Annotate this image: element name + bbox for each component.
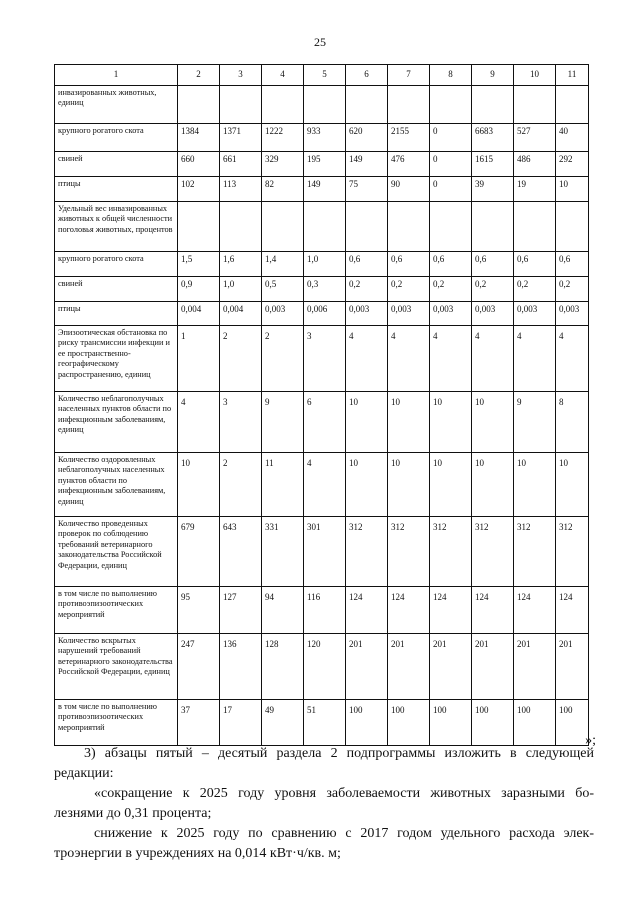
cell-value: 0,2	[388, 277, 430, 302]
row-label: Количество оздоровленных неблагополучных населенных пунктов области по инфекционным заболеваниям, единиц	[55, 453, 178, 517]
cell-value: 0,6	[388, 252, 430, 277]
cell-value: 0,003	[556, 302, 589, 326]
cell-value: 312	[556, 517, 589, 587]
table-row	[55, 252, 589, 277]
data-table	[54, 64, 589, 746]
table-row	[55, 277, 589, 302]
cell-value: 1	[178, 326, 220, 392]
cell-value: 312	[472, 517, 514, 587]
cell-value: 0,003	[430, 302, 472, 326]
row-label: инвазированных животных, единиц	[55, 86, 178, 124]
cell-value: 10	[472, 392, 514, 453]
cell-value: 331	[262, 517, 304, 587]
cell-value: 312	[388, 517, 430, 587]
cell-value: 195	[304, 152, 346, 177]
cell-value: 10	[430, 453, 472, 517]
cell-value: 201	[556, 634, 589, 700]
cell-value: 124	[388, 587, 430, 634]
cell-value: 100	[472, 700, 514, 746]
cell-value: 37	[178, 700, 220, 746]
cell-value: 128	[262, 634, 304, 700]
cell-value: 75	[346, 177, 388, 202]
cell-value	[388, 86, 430, 124]
row-label: свиней	[55, 277, 178, 302]
row-label: Эпизоотическая обстановка по риску трансмиссии инфекции и ее пространственно-географическому распространению, единиц	[55, 326, 178, 392]
closing-quote: »;	[585, 733, 596, 748]
cell-value: 11	[262, 453, 304, 517]
cell-value: 0,6	[556, 252, 589, 277]
cell-value: 39	[472, 177, 514, 202]
cell-value: 0,6	[346, 252, 388, 277]
cell-value: 10	[388, 392, 430, 453]
cell-value: 1,5	[178, 252, 220, 277]
cell-value: 0,003	[262, 302, 304, 326]
cell-value: 4	[472, 326, 514, 392]
text-line: 3) абзацы пятый – десятый раздела 2 подпрограммы изложить в следующей	[84, 746, 594, 761]
cell-value: 201	[388, 634, 430, 700]
cell-value: 6683	[472, 124, 514, 152]
header-cell: 8	[430, 65, 472, 86]
cell-value: 643	[220, 517, 262, 587]
cell-value: 95	[178, 587, 220, 634]
text-line: лезнями до 0,31 процента;	[54, 806, 212, 821]
cell-value: 0,2	[556, 277, 589, 302]
cell-value	[304, 86, 346, 124]
cell-value: 329	[262, 152, 304, 177]
text-line: троэнергии в учреждениях на 0,014 кВт·ч/кв. м;	[54, 846, 341, 861]
cell-value: 933	[304, 124, 346, 152]
cell-value: 102	[178, 177, 220, 202]
cell-value: 0,6	[514, 252, 556, 277]
table-row	[55, 392, 589, 453]
cell-value: 120	[304, 634, 346, 700]
cell-value: 124	[472, 587, 514, 634]
cell-value: 0	[430, 152, 472, 177]
cell-value: 10	[346, 392, 388, 453]
cell-value: 4	[346, 326, 388, 392]
cell-value: 10	[514, 453, 556, 517]
cell-value: 51	[304, 700, 346, 746]
cell-value	[220, 202, 262, 252]
cell-value: 2155	[388, 124, 430, 152]
cell-value: 0,003	[472, 302, 514, 326]
cell-value	[178, 86, 220, 124]
row-label: птицы	[55, 302, 178, 326]
header-cell: 10	[514, 65, 556, 86]
text-line: редакции:	[54, 766, 114, 781]
table-row	[55, 302, 589, 326]
cell-value	[430, 86, 472, 124]
cell-value: 9	[514, 392, 556, 453]
cell-value: 127	[220, 587, 262, 634]
table-row	[55, 152, 589, 177]
cell-value	[304, 202, 346, 252]
cell-value: 2	[220, 453, 262, 517]
cell-value: 149	[304, 177, 346, 202]
row-label: свиней	[55, 152, 178, 177]
cell-value: 4	[556, 326, 589, 392]
cell-value: 82	[262, 177, 304, 202]
row-label: Количество неблагополучных населенных пунктов области по инфекционным заболеваниям, единиц	[55, 392, 178, 453]
row-label: крупного рогатого скота	[55, 252, 178, 277]
header-cell: 3	[220, 65, 262, 86]
cell-value: 6	[304, 392, 346, 453]
cell-value: 0,006	[304, 302, 346, 326]
cell-value: 113	[220, 177, 262, 202]
cell-value: 124	[556, 587, 589, 634]
cell-value: 1384	[178, 124, 220, 152]
header-cell: 1	[55, 65, 178, 86]
cell-value: 1,6	[220, 252, 262, 277]
header-cell: 7	[388, 65, 430, 86]
table-row	[55, 202, 589, 252]
header-cell: 11	[556, 65, 589, 86]
cell-value: 116	[304, 587, 346, 634]
cell-value: 476	[388, 152, 430, 177]
cell-value	[178, 202, 220, 252]
cell-value	[472, 86, 514, 124]
table-header-row	[55, 65, 589, 86]
row-label: крупного рогатого скота	[55, 124, 178, 152]
cell-value: 3	[304, 326, 346, 392]
cell-value: 312	[346, 517, 388, 587]
text-line: снижение к 2025 году по сравнению с 2017 годом удельного расхода элек-	[94, 826, 594, 841]
cell-value: 4	[388, 326, 430, 392]
cell-value: 4	[514, 326, 556, 392]
cell-value: 301	[304, 517, 346, 587]
cell-value: 124	[346, 587, 388, 634]
cell-value	[514, 86, 556, 124]
cell-value: 312	[514, 517, 556, 587]
cell-value	[220, 86, 262, 124]
table-row	[55, 700, 589, 746]
cell-value: 0,003	[346, 302, 388, 326]
cell-value: 0	[430, 124, 472, 152]
cell-value: 94	[262, 587, 304, 634]
cell-value: 100	[388, 700, 430, 746]
row-label: Количество вскрытых нарушений требований ветеринарного законодательства Российской Федерации, единиц	[55, 634, 178, 700]
table-row	[55, 517, 589, 587]
cell-value: 486	[514, 152, 556, 177]
cell-value: 661	[220, 152, 262, 177]
paragraph-energy-reduction	[54, 824, 594, 864]
cell-value: 0,6	[472, 252, 514, 277]
table-body	[55, 65, 589, 746]
cell-value: 10	[556, 177, 589, 202]
cell-value: 4	[304, 453, 346, 517]
text-line: «сокращение к 2025 году уровня заболеваемости животных заразными бо-	[94, 786, 594, 801]
cell-value: 4	[178, 392, 220, 453]
cell-value: 124	[430, 587, 472, 634]
header-cell: 6	[346, 65, 388, 86]
cell-value: 17	[220, 700, 262, 746]
cell-value	[346, 86, 388, 124]
cell-value: 679	[178, 517, 220, 587]
cell-value: 124	[514, 587, 556, 634]
row-label: птицы	[55, 177, 178, 202]
cell-value: 2	[262, 326, 304, 392]
cell-value	[430, 202, 472, 252]
cell-value: 1,0	[220, 277, 262, 302]
cell-value: 2	[220, 326, 262, 392]
cell-value: 1,0	[304, 252, 346, 277]
cell-value	[514, 202, 556, 252]
cell-value: 10	[472, 453, 514, 517]
header-cell: 4	[262, 65, 304, 86]
table-row	[55, 86, 589, 124]
cell-value: 10	[430, 392, 472, 453]
cell-value	[262, 202, 304, 252]
cell-value: 100	[556, 700, 589, 746]
cell-value: 0,003	[514, 302, 556, 326]
paragraph-amendment-intro	[54, 744, 594, 784]
cell-value: 0,004	[178, 302, 220, 326]
table-row	[55, 177, 589, 202]
cell-value: 0,5	[262, 277, 304, 302]
table-row	[55, 587, 589, 634]
cell-value: 40	[556, 124, 589, 152]
cell-value: 0,6	[430, 252, 472, 277]
cell-value: 10	[556, 453, 589, 517]
cell-value	[556, 86, 589, 124]
cell-value: 1371	[220, 124, 262, 152]
cell-value: 0,3	[304, 277, 346, 302]
cell-value: 1,4	[262, 252, 304, 277]
page-number: 25	[314, 35, 326, 49]
cell-value: 292	[556, 152, 589, 177]
cell-value: 201	[346, 634, 388, 700]
row-label: Количество проведенных проверок по соблюдению требований ветеринарного законодательства Российской Федерации, единиц	[55, 517, 178, 587]
table-row	[55, 634, 589, 700]
paragraph-disease-reduction	[54, 784, 594, 824]
cell-value	[388, 202, 430, 252]
table-row	[55, 326, 589, 392]
cell-value: 0,2	[472, 277, 514, 302]
cell-value: 0,2	[430, 277, 472, 302]
cell-value: 660	[178, 152, 220, 177]
cell-value: 247	[178, 634, 220, 700]
cell-value	[556, 202, 589, 252]
row-label: в том числе по выполнению противоэпизоотических мероприятий	[55, 700, 178, 746]
cell-value: 1615	[472, 152, 514, 177]
cell-value: 100	[514, 700, 556, 746]
cell-value: 49	[262, 700, 304, 746]
cell-value: 201	[472, 634, 514, 700]
cell-value: 3	[220, 392, 262, 453]
header-cell: 9	[472, 65, 514, 86]
cell-value: 8	[556, 392, 589, 453]
cell-value: 90	[388, 177, 430, 202]
table-row	[55, 124, 589, 152]
table-row	[55, 453, 589, 517]
cell-value: 100	[430, 700, 472, 746]
cell-value: 201	[430, 634, 472, 700]
header-cell: 2	[178, 65, 220, 86]
header-cell: 5	[304, 65, 346, 86]
cell-value: 0,9	[178, 277, 220, 302]
cell-value	[472, 202, 514, 252]
cell-value: 10	[346, 453, 388, 517]
cell-value: 4	[430, 326, 472, 392]
cell-value: 312	[430, 517, 472, 587]
row-label: в том числе по выполнению противоэпизоотических мероприятий	[55, 587, 178, 634]
cell-value: 527	[514, 124, 556, 152]
cell-value: 0,2	[346, 277, 388, 302]
cell-value: 201	[514, 634, 556, 700]
cell-value: 620	[346, 124, 388, 152]
cell-value: 0,2	[514, 277, 556, 302]
cell-value: 9	[262, 392, 304, 453]
cell-value: 136	[220, 634, 262, 700]
cell-value: 10	[178, 453, 220, 517]
row-label: Удельный вес инвазированных животных к общей численности поголовья животных, процентов	[55, 202, 178, 252]
cell-value	[346, 202, 388, 252]
cell-value: 0,004	[220, 302, 262, 326]
cell-value: 1222	[262, 124, 304, 152]
cell-value: 10	[388, 453, 430, 517]
cell-value	[262, 86, 304, 124]
cell-value: 0,003	[388, 302, 430, 326]
cell-value: 19	[514, 177, 556, 202]
cell-value: 100	[346, 700, 388, 746]
cell-value: 0	[430, 177, 472, 202]
cell-value: 149	[346, 152, 388, 177]
